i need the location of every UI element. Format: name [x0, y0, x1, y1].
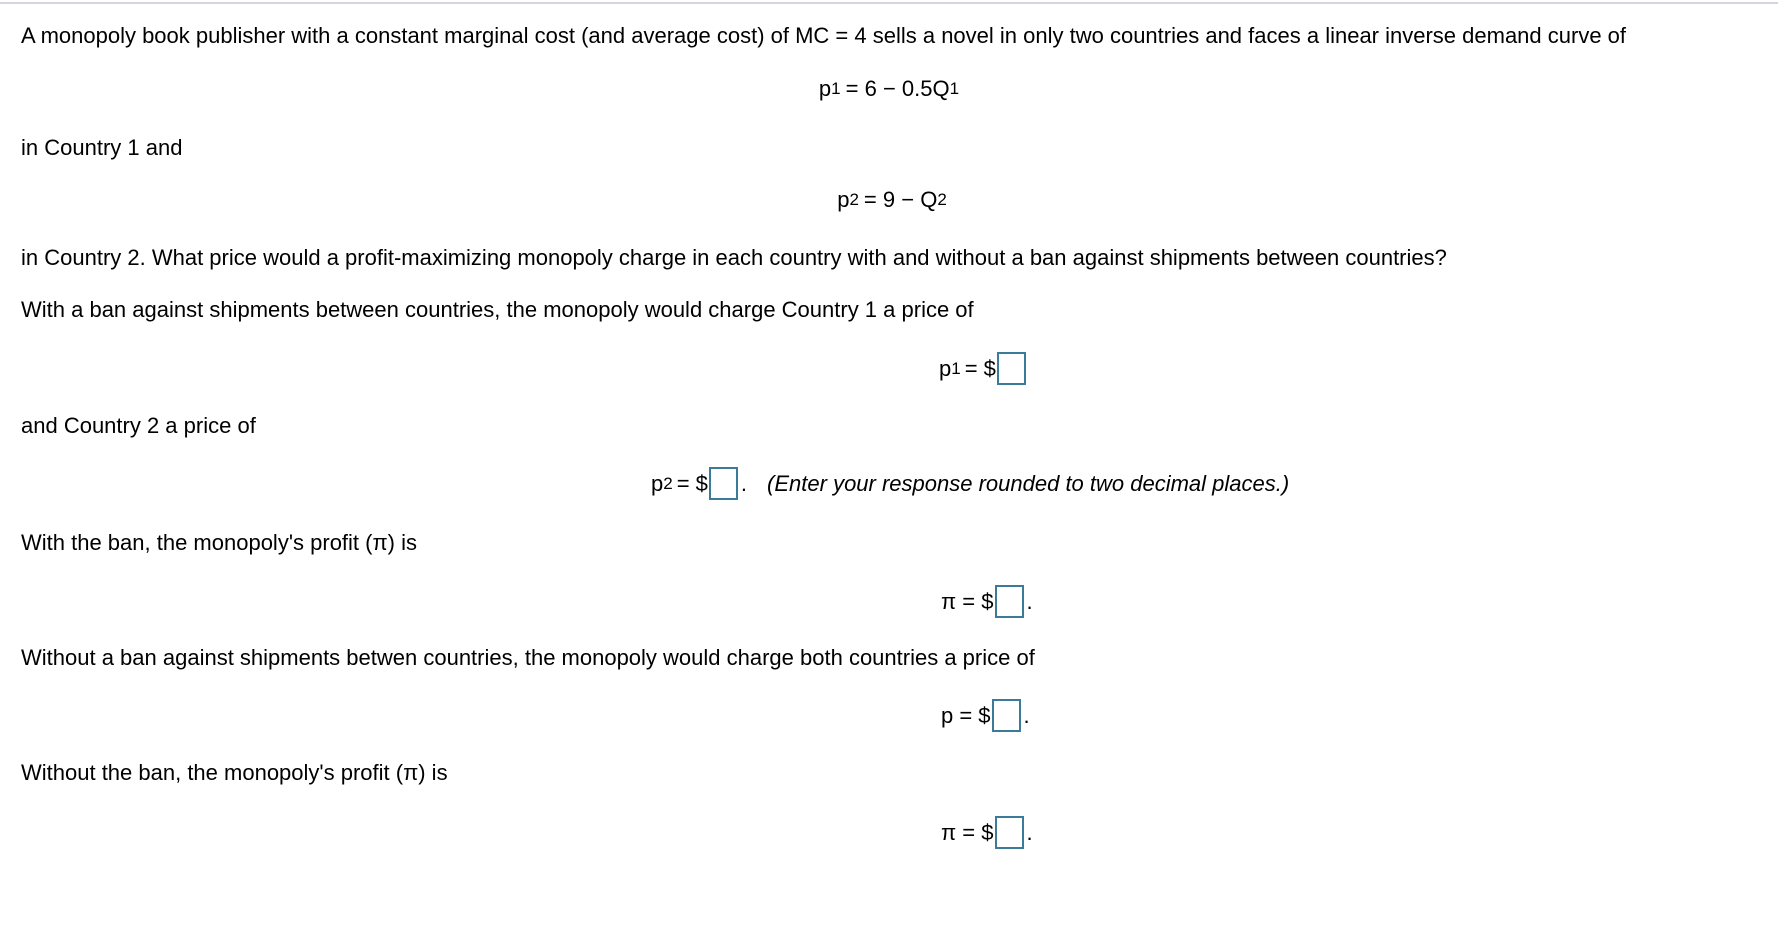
- noban-price-intro: Without a ban against shipments betwen countries, the monopoly would charge both countries a price of: [21, 645, 1035, 670]
- top-divider: [0, 2, 1778, 4]
- p-noban-input[interactable]: [992, 699, 1021, 732]
- profit-ban-input[interactable]: [995, 585, 1024, 618]
- p1-answer-row: p 1 = $: [939, 352, 1026, 385]
- demand2-rhs: = 9 − Q: [863, 187, 938, 212]
- profit-noban-answer-row: [941, 816, 1033, 849]
- country2-price-intro: and Country 2 a price of: [21, 413, 256, 438]
- p2-period: .: [740, 470, 748, 496]
- p2-equals: = $: [676, 470, 708, 496]
- profit-ban-period: .: [1026, 588, 1033, 614]
- p1-label: p: [939, 355, 952, 381]
- p2-answer-row: p 2 = $ . (Enter your response rounded to two decimal places.): [651, 467, 1289, 500]
- p-noban-label: p = $: [941, 702, 991, 728]
- country2-text: in Country 2. What price would a profit-maximizing monopoly charge in each country with and without a ban against shipments between countries?: [21, 245, 1447, 270]
- ban-profit-intro: With the ban, the monopoly's profit (π) is: [21, 530, 417, 555]
- demand2-lhs: p: [837, 187, 850, 212]
- question-intro: A monopoly book publisher with a constant marginal cost (and average cost) of MC = 4 sells a novel in only two countries and faces a linear inverse demand curve of: [21, 23, 1627, 48]
- profit-noban-label: π = $: [941, 819, 994, 845]
- demand1-rhs: = 6 − 0.5Q: [845, 76, 950, 101]
- ban-price-intro: With a ban against shipments between countries, the monopoly would charge Country 1 a price of: [21, 297, 974, 322]
- profit-ban-label: π = $: [941, 588, 994, 614]
- p-noban-answer-row: [941, 699, 1030, 732]
- profit-noban-input[interactable]: [995, 816, 1024, 849]
- p2-label: p: [651, 470, 664, 496]
- profit-noban-period: .: [1026, 819, 1033, 845]
- country1-text: in Country 1 and: [21, 135, 183, 160]
- demand1-lhs: p: [818, 76, 832, 101]
- noban-profit-intro: Without the ban, the monopoly's profit (π) is: [21, 760, 448, 785]
- p1-input[interactable]: [997, 352, 1026, 385]
- demand-equation-country2: p 2 = 9 − Q 2: [0, 185, 1778, 215]
- rounding-hint: (Enter your response rounded to two decimal places.): [767, 470, 1290, 496]
- p1-equals: = $: [964, 355, 996, 381]
- p2-input[interactable]: [709, 467, 738, 500]
- p-noban-period: .: [1023, 702, 1030, 728]
- profit-ban-answer-row: [941, 585, 1033, 618]
- demand-equation-country1: p 1 = 6 − 0.5Q 1: [0, 74, 1778, 104]
